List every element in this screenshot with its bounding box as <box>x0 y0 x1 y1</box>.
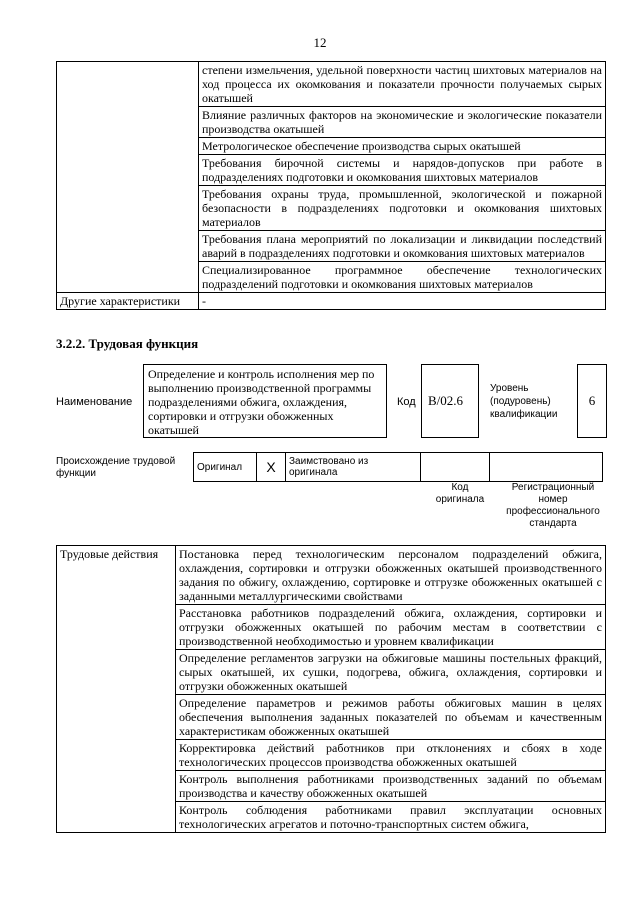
borrowed-label: Заимствовано из оригинала <box>286 453 421 482</box>
function-name-box: Определение и контроль исполнения мер по выполнению производственной программы подразделениями обжига, охлаждения, сортировки и отгрузки обожженных окатышей <box>143 364 387 438</box>
code-original-caption: Код оригинала <box>435 482 485 505</box>
origin-label: Происхождение трудовой функции <box>56 456 176 479</box>
table-row: степени измельчения, удельной поверхности частиц шихтовых материалов на ход процесса их окомкования и показатели прочности получаемых сырых окатышей <box>199 62 606 107</box>
original-code-cell <box>421 453 490 482</box>
origin-table <box>193 452 603 482</box>
table-row: Определение параметров и режимов работы обжиговых машин в целях обеспечения выполнения заданных показателей по объемам и качественным характеристикам обожженных окатышей <box>176 695 606 740</box>
other-characteristics-value: - <box>199 293 606 310</box>
other-characteristics-label: Другие характеристики <box>57 293 199 310</box>
code-label: Код <box>397 396 416 408</box>
table-row: Специализированное программное обеспечение технологических подразделений подготовки и окомкования шихтовых материалов <box>199 262 606 293</box>
table-row: Влияние различных факторов на экономические и экологические показатели производства окатышей <box>199 107 606 138</box>
original-label: Оригинал <box>194 453 257 482</box>
table-row: Корректировка действий работников при отклонениях и сбоях в ходе технологических процессов производства обожженных окатышей <box>176 740 606 771</box>
labor-actions-label: Трудовые действия <box>57 546 176 833</box>
level-value: 6 <box>577 364 607 438</box>
registration-caption: Регистрационный номер профессионального стандарта <box>506 482 600 529</box>
original-mark: X <box>257 453 286 482</box>
table-row: Контроль соблюдения работниками правил эксплуатации основных технологических агрегатов и поточно-транспортных систем обжига, <box>176 802 606 833</box>
knowledge-label-cell <box>57 62 199 293</box>
table-row: Расстановка работников подразделений обжига, охлаждения, сортировки и отгрузки обожженных окатышей по рабочим местам в соответствии с производственной необходимостью и уровнем квалификации <box>176 605 606 650</box>
code-value: B/02.6 <box>421 364 479 438</box>
registration-number-cell <box>490 453 603 482</box>
labor-actions-table <box>56 545 606 833</box>
table-row: Метрологическое обеспечение производства сырых окатышей <box>199 138 606 155</box>
table-row: Контроль выполнения работниками производственных заданий по объемам производства и качеству обожженных окатышей <box>176 771 606 802</box>
table-row: Требования охраны труда, промышленной, экологической и пожарной безопасности в подразделениях подготовки и окомкования шихтовых материалов <box>199 186 606 231</box>
table-row: Требования плана мероприятий по локализации и ликвидации последствий аварий в подразделениях подготовки и окомкования шихтовых материалов <box>199 231 606 262</box>
section-title: 3.2.2. Трудовая функция <box>56 336 199 351</box>
name-label: Наименование <box>56 396 133 408</box>
table-row: Требования бирочной системы и нарядов-допусков при работе в подразделениях подготовки и окомкования шихтовых материалов <box>199 155 606 186</box>
table-row: Определение регламентов загрузки на обжиговые машины постельных фракций, сырых окатышей, их сушки, подогрева, обжига, охлаждения, сортировки и отгрузки обожженных окатышей <box>176 650 606 695</box>
level-label: Уровень (подуровень) квалификации <box>490 383 558 420</box>
table-row: Постановка перед технологическим персоналом подразделений обжига, охлаждения, сортировки и отгрузки обожженных окатышей производственного задания по обжигу, охлаждению, сортировке и отгрузке обожженных окатышей с заданными металлургическими свойствами <box>176 546 606 605</box>
knowledge-table <box>56 61 606 310</box>
page-number: 12 <box>313 35 327 50</box>
